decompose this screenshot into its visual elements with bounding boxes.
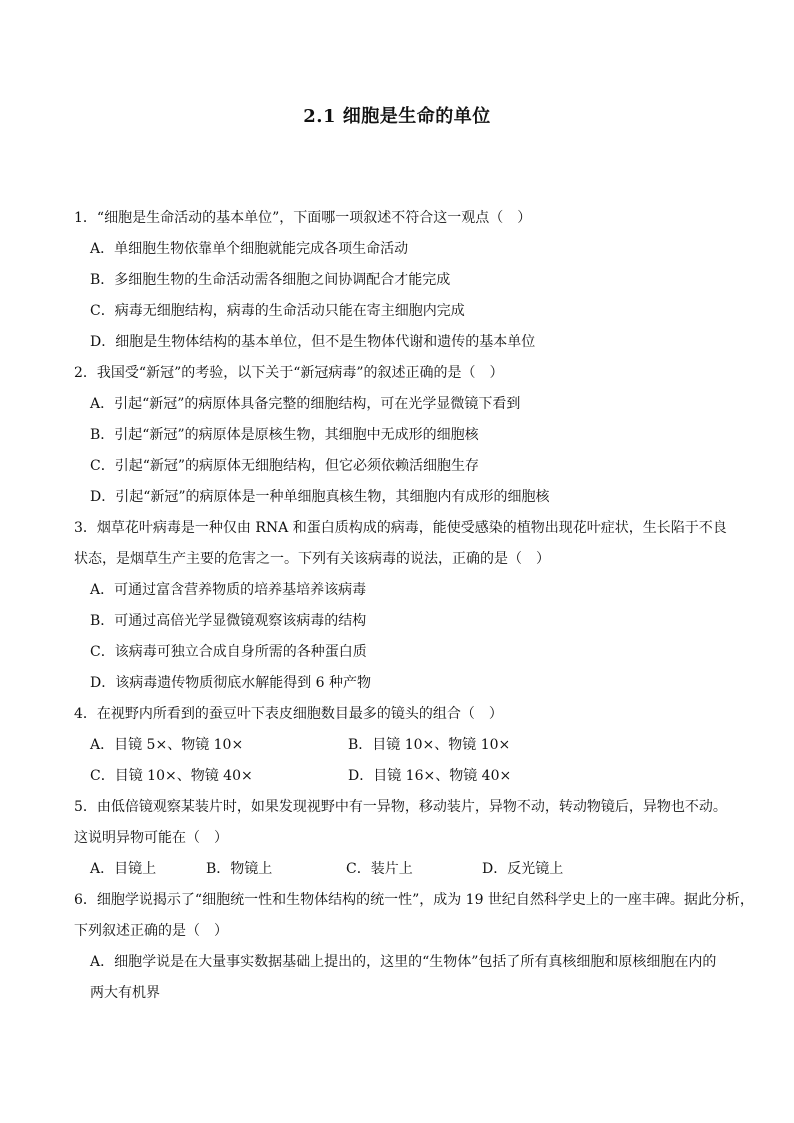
question-stem: 2．我国受“新冠”的考验，以下关于“新冠病毒”的叙述正确的是（ ） — [74, 365, 504, 381]
option-c: C．装片上 — [346, 861, 413, 877]
question-stem-line-2: 下列叙述正确的是（ ） — [74, 923, 228, 939]
option-c: C．病毒无细胞结构，病毒的生命活动只能在寄主细胞内完成 — [90, 303, 465, 319]
question-3 — [74, 513, 734, 699]
option-row-1 — [74, 730, 734, 761]
question-4 — [74, 699, 734, 792]
option-d: D．该病毒遗传物质彻底水解能得到 6 种产物 — [90, 675, 372, 691]
option-b: B．可通过高倍光学显微镜观察该病毒的结构 — [90, 613, 367, 629]
option-a-line-1: A．细胞学说是在大量事实数据基础上提出的，这里的“生物体”包括了所有真核细胞和原核细胞在内的 — [90, 954, 717, 970]
question-stem-line-2: 状态，是烟草生产主要的危害之一。下列有关该病毒的说法，正确的是（ ） — [74, 551, 550, 567]
option-b: B．多细胞生物的生命活动需各细胞之间协调配合才能完成 — [90, 272, 451, 288]
option-d: D．引起“新冠”的病原体是一种单细胞真核生物，其细胞内有成形的细胞核 — [90, 489, 550, 505]
page-title: 2.1 细胞是生命的单位 — [303, 106, 491, 127]
question-stem-line-2: 这说明异物可能在（ ） — [74, 830, 228, 846]
option-c: C．该病毒可独立合成自身所需的各种蛋白质 — [90, 644, 367, 660]
option-a: A．目镜上 — [90, 861, 157, 877]
option-d: D．目镜 16×、物镜 40× — [348, 768, 512, 784]
option-a: A．目镜 5×、物镜 10× — [90, 737, 244, 753]
option-a: A．单细胞生物依靠单个细胞就能完成各项生命活动 — [90, 241, 409, 257]
option-row — [74, 854, 734, 885]
option-a-line-2: 两大有机界 — [90, 985, 160, 1001]
question-1 — [74, 203, 734, 358]
option-d: D．细胞是生物体结构的基本单位，但不是生物体代谢和遗传的基本单位 — [90, 334, 536, 350]
question-6 — [74, 885, 754, 1009]
option-a: A．引起“新冠”的病原体具备完整的细胞结构，可在光学显微镜下看到 — [90, 396, 521, 412]
option-b: B．目镜 10×、物镜 10× — [348, 737, 511, 753]
question-5 — [74, 792, 734, 885]
question-stem: 1．“细胞是生命活动的基本单位”，下面哪一项叙述不符合这一观点（ ） — [74, 210, 532, 226]
option-c: C．目镜 10×、物镜 40× — [90, 768, 253, 784]
option-b: B．引起“新冠”的病原体是原核生物，其细胞中无成形的细胞核 — [90, 427, 479, 443]
option-c: C．引起“新冠”的病原体无细胞结构，但它必须依赖活细胞生存 — [90, 458, 480, 474]
question-stem-line-1: 6．细胞学说揭示了“细胞统一性和生物体结构的统一性”，成为 19 世纪自然科学史上的一座丰碑。据此分析， — [74, 892, 754, 908]
option-a: A．可通过富含营养物质的培养基培养该病毒 — [90, 582, 367, 598]
option-b: B．物镜上 — [206, 861, 273, 877]
question-list — [74, 203, 754, 1009]
question-stem-line-1: 3．烟草花叶病毒是一种仅由 RNA 和蛋白质构成的病毒，能使受感染的植物出现花叶症状，生长陷于不良 — [74, 520, 727, 536]
option-d: D．反光镜上 — [482, 861, 564, 877]
question-stem: 4．在视野内所看到的蚕豆叶下表皮细胞数目最多的镜头的组合（ ） — [74, 706, 503, 722]
option-row-2 — [74, 761, 734, 792]
question-stem-line-1: 5．由低倍镜观察某装片时，如果发现视野中有一异物，移动装片，异物不动，转动物镜后，异物也不动。 — [74, 799, 727, 815]
question-2 — [74, 358, 734, 513]
